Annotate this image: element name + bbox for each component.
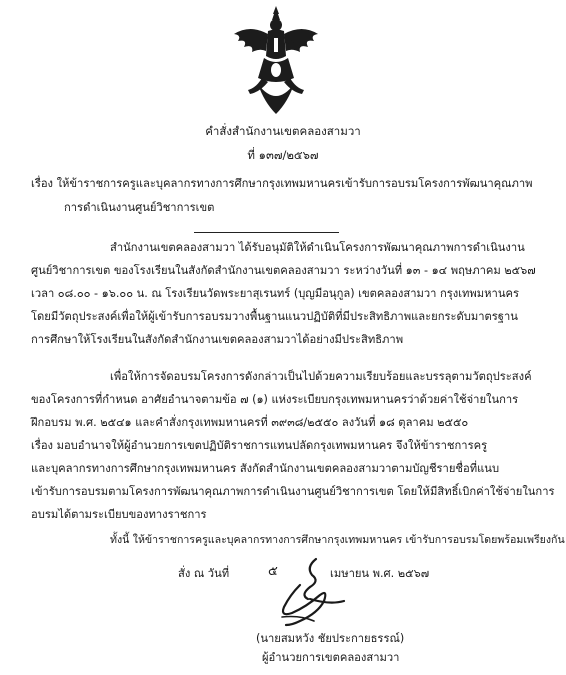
issuer-line: คำสั่งสำนักงานเขตคลองสามวา xyxy=(205,124,361,138)
date-day: ๕ xyxy=(268,564,278,579)
garuda-emblem-icon xyxy=(228,4,324,116)
paragraph-1-line: การศึกษาให้โรงเรียนในสังกัดสำนักงานเขตคลองสามวาได้อย่างมีประสิทธิภาพ xyxy=(31,333,404,346)
paragraph-2-line: อบรมได้ตามระเบียบของทางราชการ xyxy=(31,508,207,521)
signatory-name: (นายสมหวัง ชัยประกายธรรณ์) xyxy=(256,632,405,645)
paragraph-2-line: และบุคลากรทางการศึกษากรุงเทพมหานคร สังกัดสำนักงานเขตคลองสามวาตามบัญชีรายชื่อที่แนบ xyxy=(31,462,500,475)
subject-line-2: การดำเนินงานศูนย์วิชาการเขต xyxy=(64,201,215,214)
signatory-position: ผู้อำนวยการเขตคลองสามวา xyxy=(262,651,400,664)
paragraph-1-line: สำนักงานเขตคลองสามวา ได้รับอนุมัติให้ดำเนินโครงการพัฒนาคุณภาพการดำเนินงาน xyxy=(110,241,525,254)
paragraph-3: ทั้งนี้ ให้ข้าราชการครูและบุคลากรทางการศึกษากรุงเทพมหานคร เข้ารับการอบรมโดยพร้อมเพรียงกัน xyxy=(110,534,565,546)
subject-line-1: เรื่อง ให้ข้าราชการครูและบุคลากรทางการศึกษากรุงเทพมหานครเข้ารับการอบรมโครงการพัฒนาคุณภาพ xyxy=(31,177,533,190)
paragraph-2-line: เข้ารับการอบรมตามโครงการพัฒนาคุณภาพการดำเนินงานศูนย์วิชาการเขต โดยให้มีสิทธิ์เบิกค่าใช้จ่ายในการ xyxy=(31,485,555,498)
divider-line xyxy=(194,232,339,233)
handwritten-signature xyxy=(270,555,350,630)
paragraph-2-line: เพื่อให้การจัดอบรมโครงการดังกล่าวเป็นไปด้วยความเรียบร้อยและบรรลุตามวัตถุประสงค์ xyxy=(110,370,532,383)
paragraph-2-line: เรื่อง มอบอำนาจให้ผู้อำนวยการเขตปฏิบัติราชการแทนปลัดกรุงเทพมหานคร จึงให้ข้าราชการครู xyxy=(31,439,488,452)
paragraph-1-line: เวลา ๐๘.๐๐ - ๑๖.๐๐ น. ณ โรงเรียนวัดพระยาสุเรนทร์ (บุญมีอนุกูล) เขตคลองสามวา กรุงเทพมหานคร xyxy=(31,287,519,300)
paragraph-2-line: ฝึกอบรม พ.ศ. ๒๕๔๑ และคำสั่งกรุงเทพมหานครที่ ๓๙๓๘/๒๕๕๐ ลงวันที่ ๑๘ ตุลาคม ๒๕๕๐ xyxy=(31,416,469,429)
paragraph-2-line: ของโครงการที่กำหนด อาศัยอำนาจตามข้อ ๗ (๑) แห่งระเบียบกรุงเทพมหานครว่าด้วยค่าใช้จ่ายในการ xyxy=(31,393,519,406)
paragraph-1-line: ศูนย์วิชาการเขต ของโรงเรียนในสังกัดสำนักงานเขตคลองสามวา ระหว่างวันที่ ๑๓ - ๑๔ พฤษภาคม ๒๕๖๗ xyxy=(31,264,536,277)
paragraph-1-line: โดยมีวัตถุประสงค์เพื่อให้ผู้เข้ารับการอบรมวางพื้นฐานแนวปฏิบัติที่มีประสิทธิภาพและยกระดับมาตรฐาน xyxy=(31,310,518,323)
order-number: ที่ ๑๓๗/๒๕๖๗ xyxy=(247,148,319,162)
date-prefix: สั่ง ณ วันที่ xyxy=(178,567,230,580)
date-month-year: เมษายน พ.ศ. ๒๕๖๗ xyxy=(330,567,430,580)
